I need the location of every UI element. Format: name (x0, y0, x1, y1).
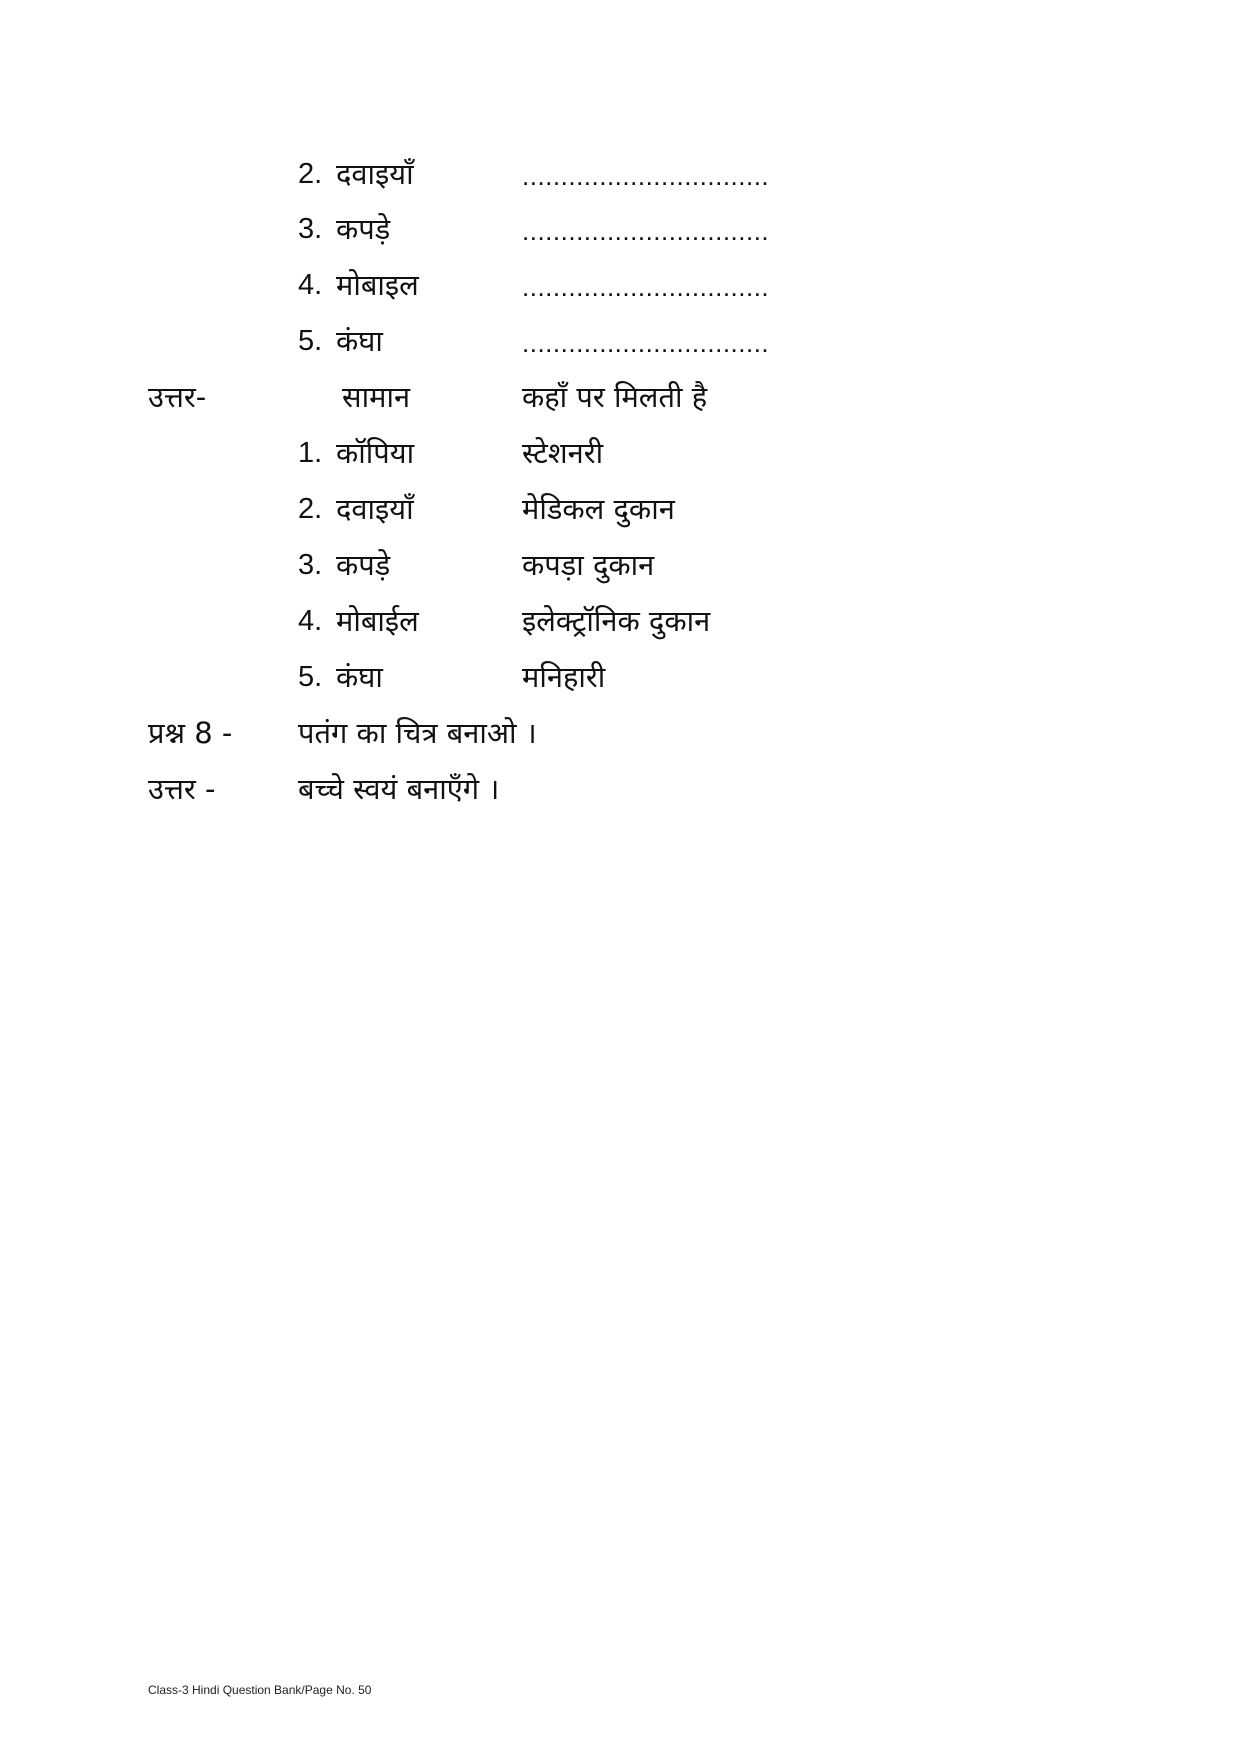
answer-row-number: 3. (298, 549, 323, 581)
exercise-item-number: 2. (298, 158, 323, 190)
exercise-item-number: 4. (298, 269, 323, 301)
exercise-item-blank: ................................ (522, 161, 770, 191)
answer-row-number: 2. (298, 493, 323, 525)
answer-row-place: कपड़ा दुकान (522, 548, 655, 582)
exercise-item-text: दवाइयाँ (336, 157, 414, 191)
answer-row-place: इलेक्ट्रॉनिक दुकान (522, 604, 711, 638)
answer-row-number: 4. (298, 605, 323, 637)
answer-text: बच्चे स्वयं बनाएँगे । (298, 772, 500, 806)
exercise-item-blank: ................................ (522, 328, 770, 358)
answer-label: उत्तर - (148, 772, 216, 806)
exercise-item-blank: ................................ (522, 272, 770, 302)
exercise-item-blank: ................................ (522, 216, 770, 246)
exercise-item-text: मोबाइल (336, 268, 419, 302)
answer-row-item: मोबाईल (336, 604, 419, 638)
answer-row-item: दवाइयाँ (336, 492, 414, 526)
answer-row-place: स्टेशनरी (522, 436, 604, 470)
exercise-item-text: कपड़े (336, 212, 391, 246)
answer-row-item: कपड़े (336, 548, 391, 582)
answer-column-header-place: कहाँ पर मिलती है (522, 380, 708, 414)
answer-row-item: कंघा (336, 660, 383, 694)
answer-row-number: 1. (298, 437, 323, 469)
page-footer: Class-3 Hindi Question Bank/Page No. 50 (148, 1683, 372, 1697)
answer-row-place: मनिहारी (522, 660, 606, 694)
answer-row-item: कॉपिया (336, 436, 415, 470)
exercise-item-text: कंघा (336, 324, 383, 358)
answer-label: उत्तर- (148, 380, 207, 414)
question-label: प्रश्न 8 - (148, 716, 233, 750)
exercise-item-number: 3. (298, 213, 323, 245)
question-text: पतंग का चित्र बनाओ । (298, 716, 537, 750)
answer-column-header-item: सामान (342, 380, 411, 414)
answer-row-place: मेडिकल दुकान (522, 492, 675, 526)
exercise-item-number: 5. (298, 325, 323, 357)
answer-row-number: 5. (298, 661, 323, 693)
